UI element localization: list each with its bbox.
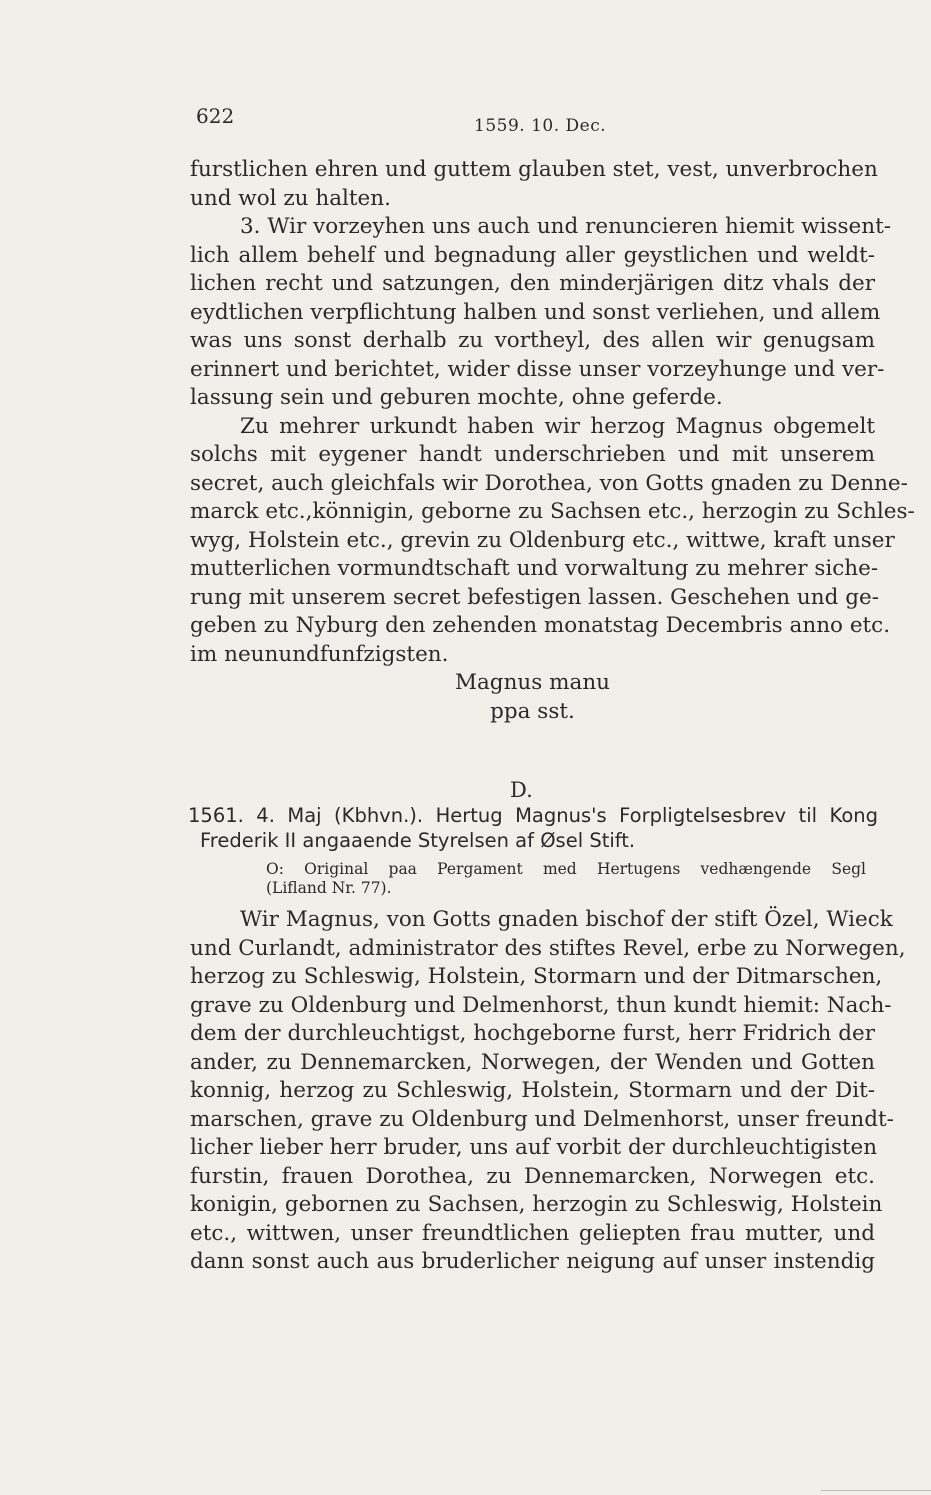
text-line: mutterlichen vormundtschaft und vorwaltung zu mehrer siche- bbox=[190, 556, 879, 581]
page-edge-rule bbox=[821, 1490, 931, 1491]
signature-line-2: ppa sst. bbox=[490, 698, 575, 724]
text-line: furstlichen ehren und guttem glauben stet, vest, unverbrochen bbox=[190, 157, 878, 182]
text-line: ander, zu Dennemarcken, Norwegen, der Wenden und Gotten bbox=[190, 1049, 875, 1075]
regest-line-2: Frederik II angaaende Styrelsen af Øsel Stift. bbox=[200, 829, 636, 852]
regest bbox=[188, 803, 878, 853]
text-line: eydtlichen verpflichtung halben und sonst verliehen, und allem bbox=[190, 299, 881, 325]
text-line: im neunundfunfzigsten. bbox=[190, 641, 449, 667]
text-line: konigin, gebornen zu Sachsen, herzogin zu Schleswig, Holstein bbox=[190, 1192, 883, 1217]
text-line: secret, auch gleichfals wir Dorothea, von Gotts gnaden zu Denne- bbox=[190, 470, 908, 496]
text-line: etc., wittwen, unser freundtlichen geliepten frau mutter, und bbox=[190, 1220, 875, 1246]
text-line: Wir Magnus, von Gotts gnaden bischof der stift Özel, Wieck bbox=[240, 907, 893, 932]
text-line: wyg, Holstein etc., grevin zu Oldenburg etc., wittwe, kraft unser bbox=[190, 527, 895, 553]
running-head: 1559. 10. Dec. bbox=[474, 116, 607, 136]
text-line: lich allem behelf und begnadung aller geystlichen und weldt- bbox=[190, 242, 875, 268]
text-line: dann sonst auch aus bruderlicher neigung auf unser instendig bbox=[190, 1249, 875, 1274]
page-number: 622 bbox=[196, 104, 235, 128]
text-line: dem der durchleuchtigst, hochgeborne furst, herr Fridrich der bbox=[190, 1021, 875, 1046]
text-line: 3. Wir vorzeyhen uns auch und renuncieren hiemit wissent- bbox=[240, 214, 891, 239]
text-line: solchs mit eygener handt underschrieben und mit unserem bbox=[190, 442, 875, 467]
text-line: rung mit unserem secret befestigen lassen. Geschehen und ge- bbox=[190, 584, 879, 610]
text-line: konnig, herzog zu Schleswig, Holstein, Stormarn und der Dit- bbox=[190, 1078, 875, 1103]
text-line: was uns sonst derhalb zu vortheyl, des allen wir genugsam bbox=[190, 328, 875, 353]
text-line: lichen recht und satzungen, den minderjärigen ditz vhals der bbox=[190, 271, 875, 296]
regest-line-1: 1561. 4. Maj (Kbhvn.). Hertug Magnus's Forpligtelsesbrev til Kong bbox=[188, 804, 878, 827]
text-line: Zu mehrer urkundt haben wir herzog Magnus obgemelt bbox=[240, 413, 875, 439]
text-line: marck etc.,könnigin, geborne zu Sachsen etc., herzogin zu Schles- bbox=[190, 499, 915, 524]
section-title: D. bbox=[510, 778, 533, 802]
signature-line-1: Magnus manu bbox=[454, 670, 611, 695]
text-line: marschen, grave zu Oldenburg und Delmenhorst, unser freundt- bbox=[190, 1106, 894, 1132]
source-line-1: O: Original paa Pergament med Hertugens vedhængende Segl bbox=[266, 860, 866, 878]
text-line: lassung sein und geburen mochte, ohne geferde. bbox=[190, 385, 723, 410]
text-line: grave zu Oldenburg und Delmenhorst, thun kundt hiemit: Nach- bbox=[190, 992, 892, 1018]
text-line: und Curlandt, administrator des stiftes Revel, erbe zu Norwegen, bbox=[190, 935, 906, 961]
text-block-1 bbox=[190, 156, 915, 726]
text-line: erinnert und berichtet, wider disse unser vorzeyhunge und ver- bbox=[190, 356, 885, 382]
source-note bbox=[266, 860, 866, 898]
text-line: geben zu Nyburg den zehenden monatstag Decembris anno etc. bbox=[190, 613, 891, 638]
text-line: licher lieber herr bruder, uns auf vorbit der durchleuchtigisten bbox=[190, 1135, 878, 1160]
text-line: furstin, frauen Dorothea, zu Dennemarcken, Norwegen etc. bbox=[190, 1163, 875, 1189]
text-line: herzog zu Schleswig, Holstein, Stormarn und der Ditmarschen, bbox=[190, 964, 883, 989]
source-line-2: (Lifland Nr. 77). bbox=[266, 879, 392, 897]
text-line: und wol zu halten. bbox=[190, 185, 391, 211]
text-block-2 bbox=[190, 906, 906, 1277]
